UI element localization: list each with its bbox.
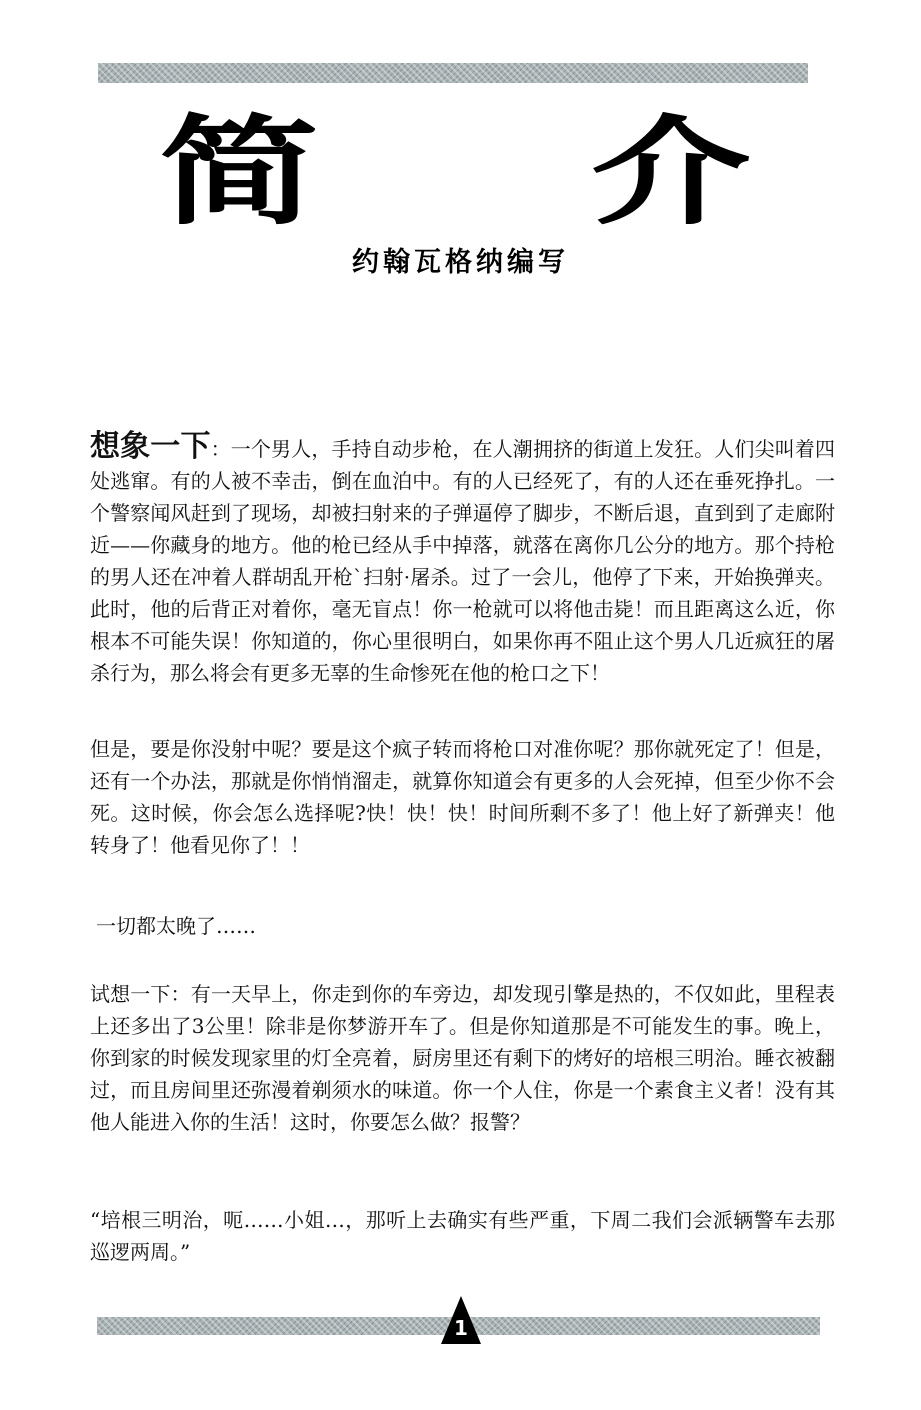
paragraph-4-text: 试想一下：有一天早上，你走到你的车旁边，却发现引擎是热的，不仅如此，里程表上还多出了3公里！除非是你梦游开车了。但是你知道那是不可能发生的事。晚上，你到家的时候发现家里的灯全亮着，厨房里还有剩下的烤好的培根三明治。睡衣被翻过，而且房间里还弥漫着剃须水的味道。你一个人住，你是一个素食主义者！没有其他人能进入你的生活！这时，你要怎么做？报警？: [90, 982, 835, 1134]
page-number-marker: [441, 1296, 481, 1346]
paragraph-2: [90, 733, 835, 861]
paragraph-3: [96, 910, 841, 942]
page-title: [140, 103, 780, 241]
paragraph-5-text: “培根三明治，呃……小姐…，那听上去确实有些严重，下周二我们会派辆警车去那巡逻两周。”: [90, 1208, 835, 1264]
paragraph-1: [90, 429, 836, 689]
paragraph-4: [90, 978, 835, 1138]
paragraph-5: [90, 1204, 835, 1268]
page-number: 1: [454, 1316, 468, 1340]
paragraph-3-text: 一切都太晚了……: [96, 914, 256, 938]
paragraph-1-text: ：一个男人，手持自动步枪，在人潮拥挤的街道上发狂。人们尖叫着四处逃窜。有的人被不幸击，倒在血泊中。有的人已经死了，有的人还在垂死挣扎。一个警察闻风赶到了现场，却被扫射来的子弹逼停了脚步，不断后退，直到到了走廊附近——你藏身的地方。他的枪已经从手中掉落，就落在离你几公分的地方。那个持枪的男人还在冲着人群胡乱开枪`扫射·屠杀。过了一会儿，他停了下来，开始换弹夹。此时，他的后背正对着你，毫无盲点！你一枪就可以将他击毙！而且距离这么近，你根本不可能失误！你知道的，你心里很明白，如果你再不阻止这个男人几近疯狂的屠杀行为，那么将会有更多无辜的生命惨死在他的枪口之下！: [90, 437, 836, 685]
title-char-1: 简: [159, 103, 319, 241]
top-decorative-bar: [98, 63, 808, 83]
title-char-2: 介: [591, 103, 751, 241]
paragraph-1-lead: 想象一下: [90, 429, 211, 464]
author-line: 约翰瓦格纳编写: [352, 247, 569, 278]
paragraph-2-text: 但是，要是你没射中呢？要是这个疯子转而将枪口对准你呢？那你就死定了！但是，还有一个办法，那就是你悄悄溜走，就算你知道会有更多的人会死掉，但至少你不会死。这时候，你会怎么选择呢?快！快！快！时间所剩不多了！他上好了新弹夹！他转身了！他看见你了！！: [90, 737, 835, 857]
